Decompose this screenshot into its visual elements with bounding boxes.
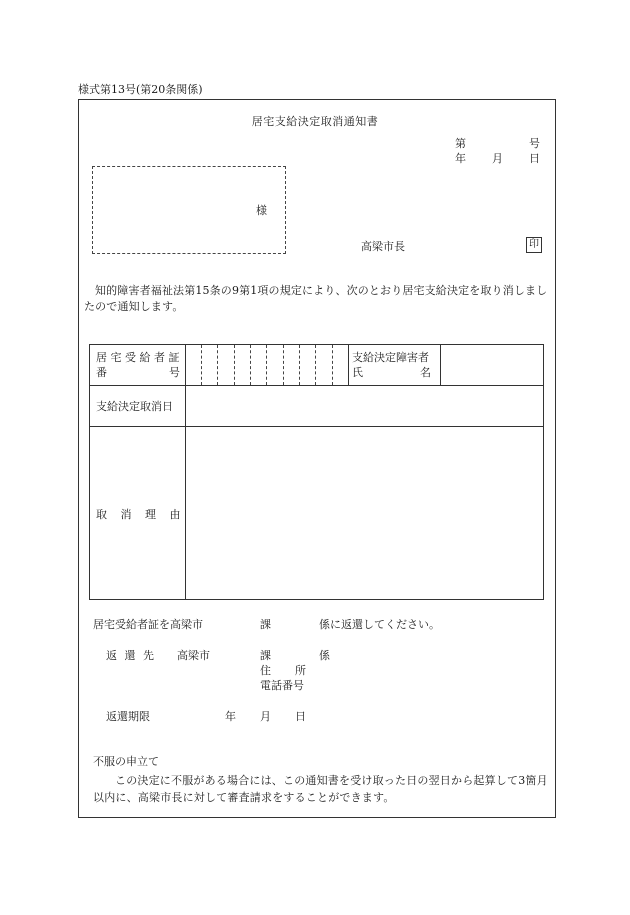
return-destination-city: 高梁市 [177, 649, 210, 662]
date-day: 日 [529, 152, 540, 165]
cancel-reason-label: 取 消 理 由 [96, 508, 186, 521]
return-address-label-a: 住 [260, 664, 271, 677]
digit-box-divider [250, 345, 251, 385]
person-label-line1: 支給決定障害者 [352, 351, 429, 364]
digit-box-divider [332, 345, 333, 385]
return-instruction-text-a: 居宅受給者証を高梁市 [93, 618, 203, 631]
cert-number-label-line1: 居宅受給者証 [96, 351, 183, 364]
digit-box-divider [201, 345, 202, 385]
digit-box-divider [283, 345, 284, 385]
cert-number-label-ban: 番 [96, 366, 107, 379]
digit-box-divider [217, 345, 218, 385]
return-destination-section: 課 [260, 649, 271, 662]
return-deadline-label: 返還期限 [106, 710, 150, 723]
digit-box-divider [266, 345, 267, 385]
recipient-honorific: 様 [256, 204, 267, 217]
person-label-mei: 名 [420, 366, 431, 379]
digit-box-divider [299, 345, 300, 385]
doc-number-prefix: 第 [455, 137, 466, 150]
date-year: 年 [455, 152, 466, 165]
form-number-label: 様式第13号(第20条関係) [78, 83, 203, 96]
person-label-shi: 氏 [352, 366, 363, 379]
objection-heading: 不服の申立て [93, 755, 159, 768]
seal-stamp-icon: 印 [526, 237, 542, 253]
return-instruction-text-b: 課 [260, 618, 271, 631]
table-row-divider [90, 426, 543, 427]
table-row-divider [90, 385, 543, 386]
document-title: 居宅支給決定取消通知書 [251, 115, 379, 128]
cancel-date-label: 支給決定取消日 [96, 400, 173, 413]
cert-number-label-line2 [96, 367, 180, 378]
notice-body-text: 知的障害者福祉法第15条の9第1項の規定により、次のとおり居宅支給決定を取り消しましたので通知します。 [84, 284, 548, 313]
return-deadline-year: 年 [225, 710, 236, 723]
return-address-label-b: 所 [295, 664, 306, 677]
return-destination-label: 返 還 先 [106, 649, 156, 662]
return-deadline-day: 日 [295, 710, 306, 723]
return-instruction-text-c: 係に返還してください。 [319, 618, 440, 631]
return-deadline-month: 月 [260, 710, 271, 723]
doc-number-suffix: 号 [529, 137, 540, 150]
return-phone-label: 電話番号 [260, 679, 304, 692]
cert-number-label-go: 号 [169, 366, 180, 379]
table-label-column-divider [185, 345, 186, 599]
objection-body-text: この決定に不服がある場合には、この通知書を受け取った日の翌日から起算して3箇月以内に、高梁市長に対して審査請求をすることができます。 [93, 774, 548, 804]
table-column-divider [348, 345, 349, 385]
return-destination-unit: 係 [319, 649, 330, 662]
person-label-line2 [352, 367, 431, 378]
digit-box-divider [315, 345, 316, 385]
digit-box-divider [234, 345, 235, 385]
date-month: 月 [492, 152, 503, 165]
table-column-divider [440, 345, 441, 385]
issuer-name: 高梁市長 [361, 240, 405, 253]
cancellation-details-table [89, 344, 544, 600]
